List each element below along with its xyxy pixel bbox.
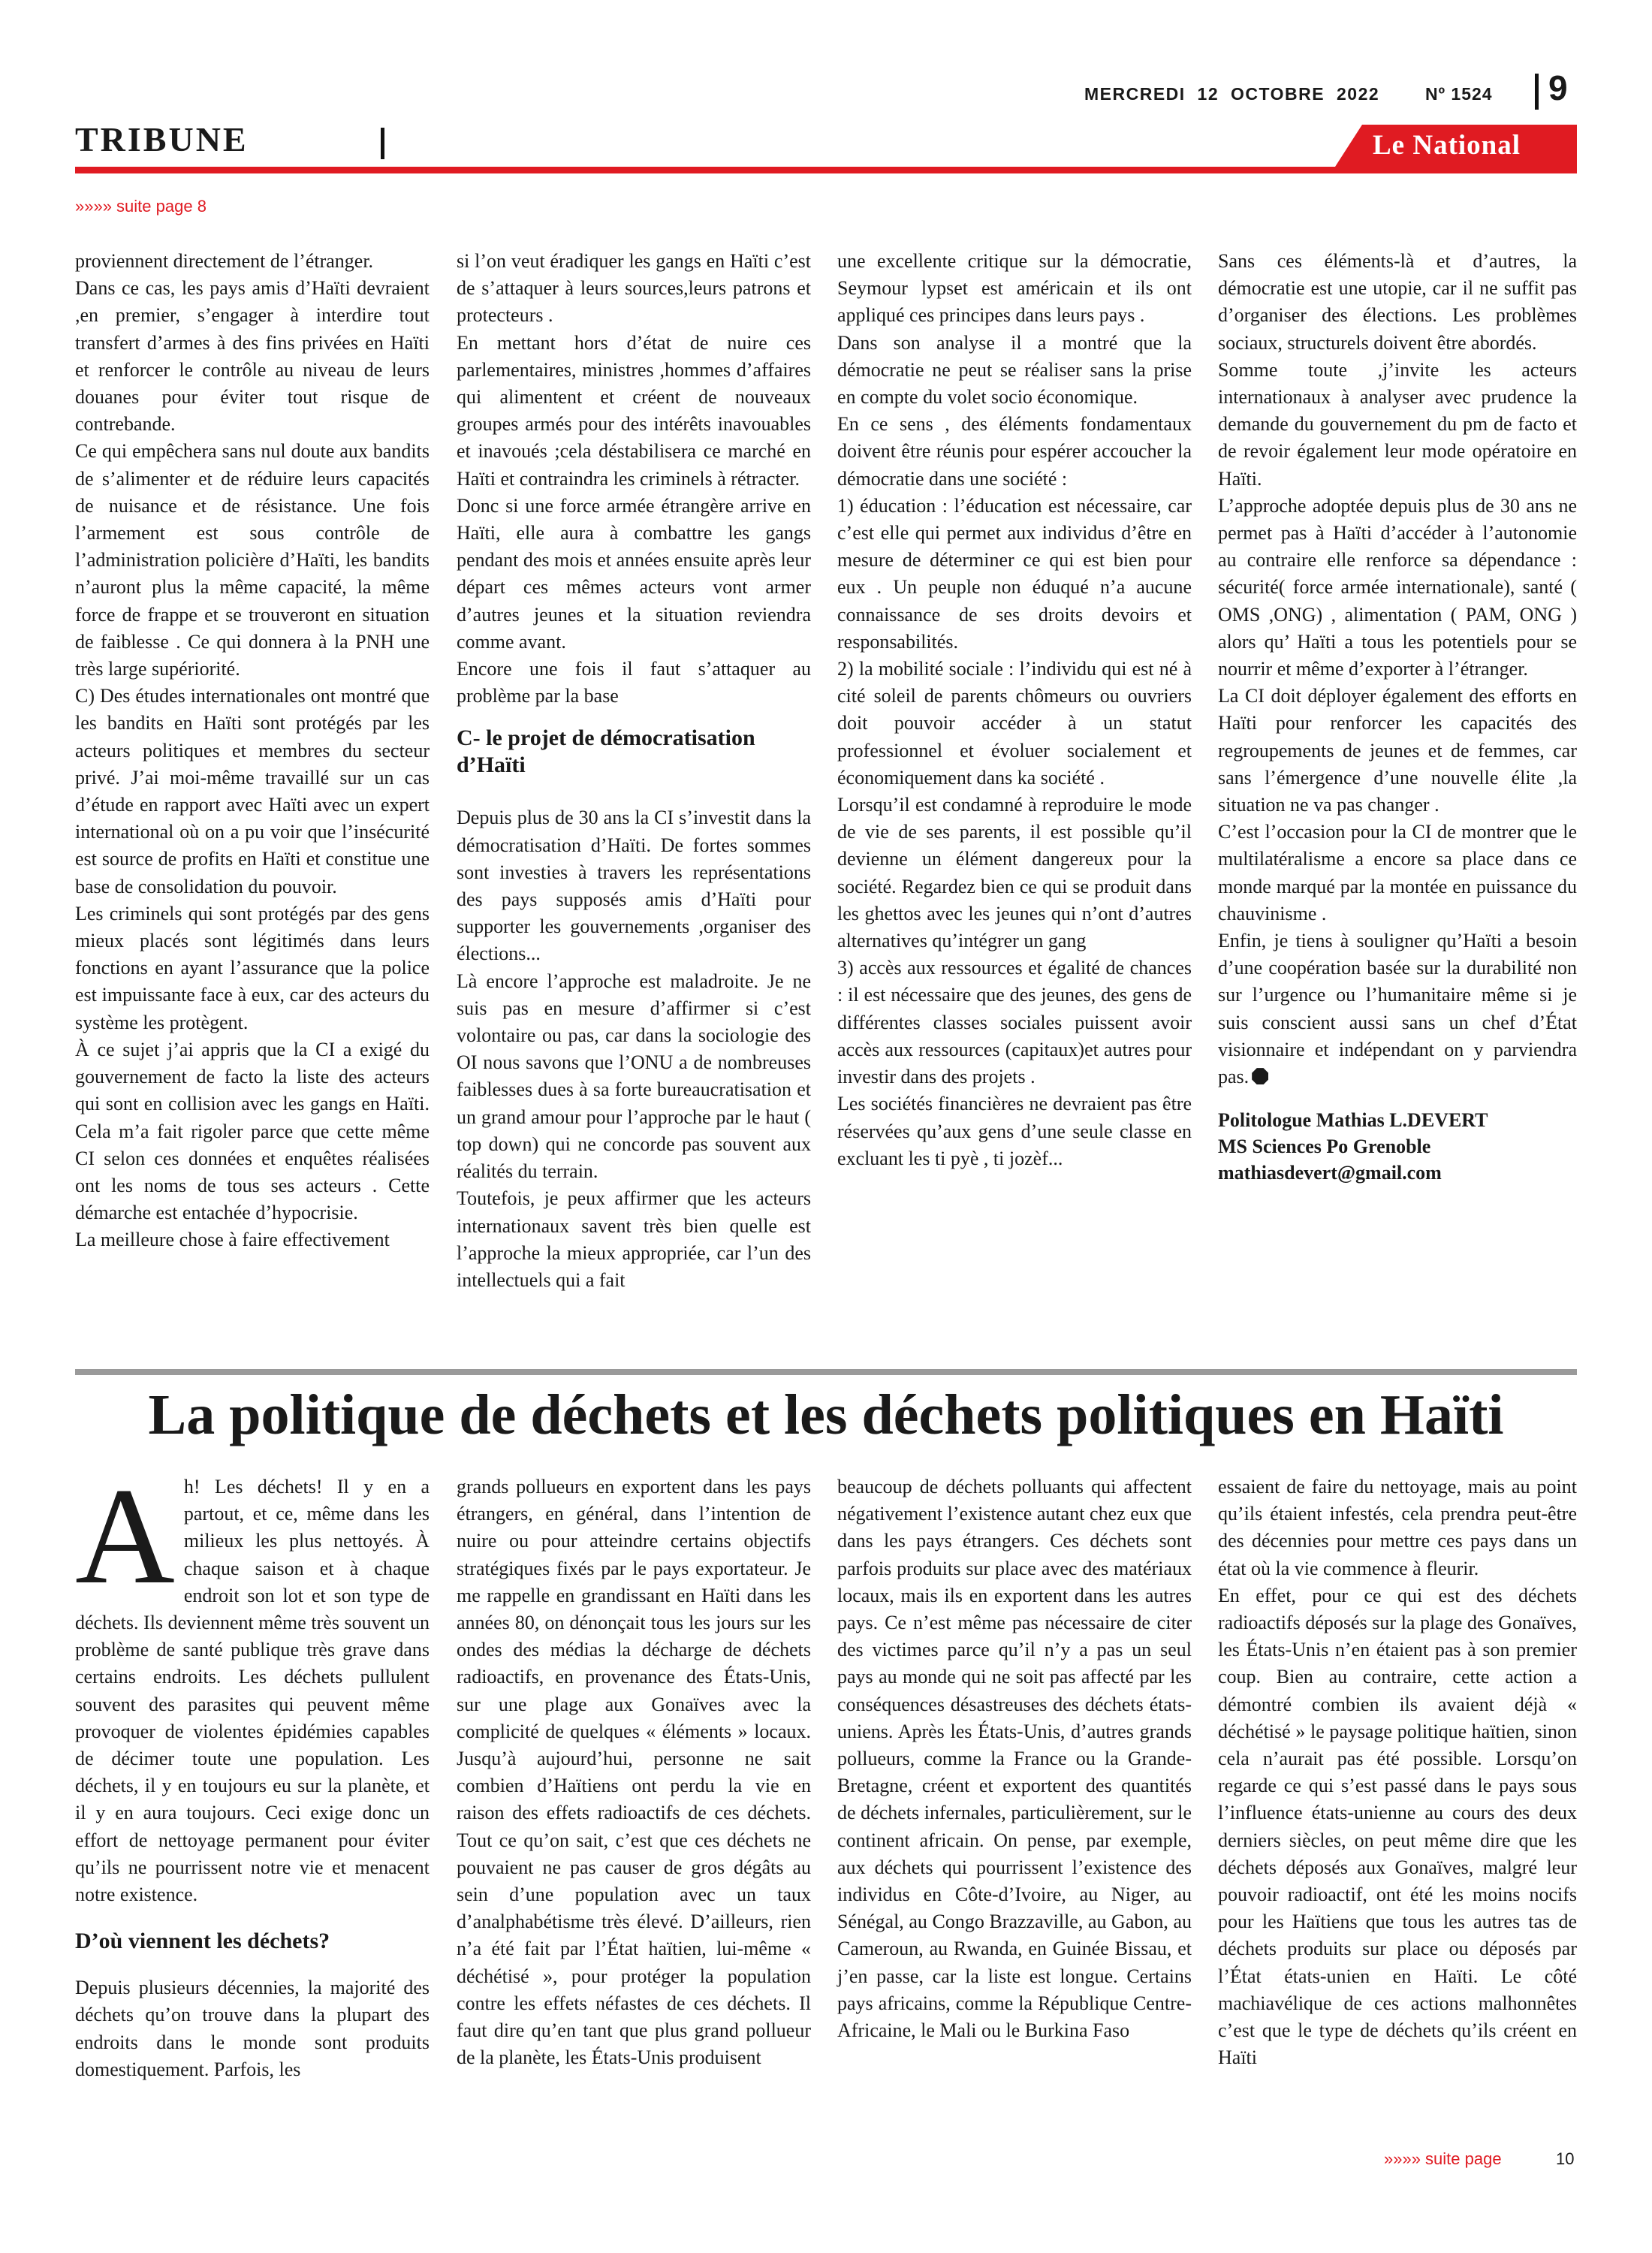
- paragraph: Lorsqu’il est condamné à reproduire le mode de vie de ses parents, il est possible qu’il devienne un élément dangereux pour la société. Regardez bien ce qui se produit dans les ghettos avec les jeunes qui n’ont d’autres alternatives qu’intégrer un gang: [837, 794, 1192, 952]
- paragraph-text: h! Les déchets! Il y en a partout, et ce, même dans les milieux les plus nettoyés. À chaque saison et à chaque endroit son lot et son type de déchets. Ils deviennent même très souvent un problème de santé publique très grave dans certains endroits. Les déchets pullulent souvent des parasites qui peuvent même provoquer de violentes épidémies capables de décimer toute une population. Les déchets, il y en toujours eu sur la planète, et il y en aura toujours. Ceci exige donc un effort de nettoyage permanent pour éviter qu’ils ne pourrissent notre vie et menacent notre existence.: [75, 1476, 430, 1906]
- page-number: 9: [1548, 68, 1568, 107]
- continued-to-link[interactable]: »»»» suite page: [1384, 2149, 1502, 2168]
- continued-from-link[interactable]: »»»» suite page 8: [75, 197, 206, 216]
- paragraph: Dans ce cas, les pays amis d’Haïti devraient ,en premier, s’engager à interdire tout transfert d’armes à des fins privées en Haïti et renforcer le contrôle au niveau de leurs douanes pour éviter tout risque de contrebande.: [75, 277, 430, 436]
- article2-column-3: [837, 1473, 1192, 2044]
- continued-to-page-number[interactable]: 10: [1556, 2149, 1575, 2168]
- paragraph: L’approche adoptée depuis plus de 30 ans ne permet pas à Haïti d’accéder à l’autonomie au contraire elle renforce sa dépendance : sécurité( force armée internationale), santé ( OMS ,ONG) , alimentation ( PAM, ONG ) alors qu’ Haïti a tous les potentiels pour se nourrir et même d’exporter à l’étranger.: [1218, 494, 1577, 680]
- paragraph: La CI doit déployer également des efforts en Haïti pour renforcer les capacités des regroupements de jeunes et de femmes, car sans l’émergence d’une nouvelle élite ,la situation ne va pas changer .: [1218, 685, 1577, 816]
- paragraph: À ce sujet j’ai appris que la CI a exigé du gouvernement de facto la liste des acteurs qui sont en collision avec les gangs en Haïti. Cela m’a fait rigoler parce que cette même CI selon ces données et enquêtes réalisées ont les noms de tous ses acteurs . Cette démarche est entachée d’hypocrisie.: [75, 1038, 430, 1224]
- paragraph: une excellente critique sur la démocratie, Seymour lypset est américain et ils ont appliqué ces principes dans leurs pays .: [837, 250, 1192, 327]
- paragraph: En ce sens , des éléments fondamentaux doivent être réunis pour espérer accoucher la démocratie dans une société :: [837, 413, 1192, 490]
- paragraph: 1) éducation : l’éducation est nécessaire, car c’est elle qui permet aux individus d’être en mesure de déterminer ce qui est bien pour eux . Un peuple non éduqué n’a aucune connaissance de ses droits devoirs et responsabilités.: [837, 494, 1192, 653]
- paragraph: En mettant hors d’état de nuire ces parlementaires, ministres ,hommes d’affaires qui alimentent et créent de nouveaux groupes armés pour des intérêts inavouables et inavoués ;cela déstabilisera ce marché en Haïti et contraindra les criminels à rétracter.: [457, 331, 811, 490]
- issue-date: MERCREDI 12 OCTOBRE 2022: [1084, 84, 1380, 104]
- article2-column-2: [457, 1473, 811, 2071]
- end-mark-icon: [1252, 1068, 1268, 1084]
- author-name: Politologue Mathias L.DEVERT: [1218, 1109, 1488, 1132]
- section-separator: [381, 128, 384, 159]
- section-label: TRIBUNE: [75, 120, 249, 158]
- article1-column-2: [457, 248, 811, 1294]
- paragraph: [1218, 927, 1577, 1090]
- article2-headline: La politique de déchets et les déchets politiques en Haïti: [148, 1383, 1504, 1446]
- issue-number: Nº 1524: [1425, 84, 1493, 104]
- paragraph: Toutefois, je peux affirmer que les acteurs internationaux savent très bien quelle est l’approche la mieux appropriée, car l’un des intellectuels qui a fait: [457, 1187, 811, 1291]
- article2-column-4: [1218, 1473, 1577, 2071]
- article1-subheading: C- le projet de démocratisation d’Haïti: [457, 725, 755, 778]
- brand-name: Le National: [1373, 130, 1521, 161]
- paragraph: 3) accès aux ressources et égalité de chances : il est nécessaire que des jeunes, des gens de différentes classes sociales puissent avoir accès aux ressources (capitaux)et autres pour investir dans des projets .: [837, 957, 1192, 1088]
- author-email[interactable]: mathiasdevert@gmail.com: [1218, 1162, 1442, 1184]
- header-separator: [1535, 74, 1539, 110]
- article1-column-4: [1218, 248, 1577, 1186]
- article1-column-1: [75, 248, 430, 1254]
- author-signature: [1218, 1107, 1577, 1186]
- paragraph: proviennent directement de l’étranger.: [75, 250, 374, 272]
- paragraph: Les criminels qui sont protégés par des gens mieux placés sont légitimés dans leurs fonctions en ayant l’assurance que la police est impuissante face à eux, car des acteurs du système les protègent.: [75, 902, 430, 1033]
- paragraph: Là encore l’approche est maladroite. Je ne suis pas en mesure d’affirmer si c’est volontaire ou pas, car dans la sociologie des OI nous savons que l’ONU a de nombreuses faiblesses dues à sa forte bureaucratisation et un grand amour pour l’approche par le haut ( top down) qui ne concorde pas souvent aux réalités du terrain.: [457, 970, 811, 1183]
- article2-subheading: D’où viennent les déchets?: [75, 1929, 330, 1954]
- paragraph: C) Des études internationales ont montré que les bandits en Haïti sont protégés par les acteurs politiques et membres du secteur privé. J’ai moi-même travaillé sur un cas d’étude en rapport avec Haïti avec un expert international où on a pu voir que l’insécurité est source de profits en Haïti et constitue une base de consolidation du pouvoir.: [75, 685, 430, 897]
- header-rule: [75, 167, 1577, 173]
- paragraph-text: Enfin, je tiens à souligner qu’Haïti a besoin d’une coopération basée sur la durabilité non sur l’urgence ou l’humanitaire même si je suis conscient aussi sans un chef d’État visionnaire et indépendant on y parviendra pas.: [1218, 930, 1577, 1088]
- drop-cap: A: [75, 1459, 175, 1612]
- paragraph: [75, 1459, 430, 1908]
- paragraph: si l’on veut éradiquer les gangs en Haïti c’est de s’attaquer à leurs sources,leurs patrons et protecteurs .: [457, 250, 811, 327]
- paragraph: Donc si une force armée étrangère arrive en Haïti, elle aura à combattre les gangs pendant des mois et années ensuite après leur départ ces mêmes acteurs vont armer d’autres jeunes et la situation reviendra comme avant.: [457, 494, 811, 653]
- paragraph: Les sociétés financières ne devraient pas être réservées qu’aux gens d’une seule classe en excluant les ti pyè , ti jozèf...: [837, 1093, 1192, 1169]
- article-divider: [75, 1369, 1577, 1375]
- paragraph: Dans son analyse il a montré que la démocratie ne peut se réaliser sans la prise en compte du volet socio économique.: [837, 331, 1192, 409]
- author-credentials: MS Sciences Po Grenoble: [1218, 1136, 1431, 1158]
- paragraph: grands pollueurs en exportent dans les pays étrangers, en général, dans l’intention de nuire ou pour atteindre certains objectifs stratégiques fixés par le pays exportateur. Je me rappelle en grandissant en Haïti dans les années 80, on dénonçait tous les jours sur les ondes des médias la décharge de déchets radioactifs, en provenance des États-Unis, sur une plage aux Gonaïves avec la complicité de quelques « éléments » locaux. Jusqu’à aujourd’hui, personne ne sait combien d’Haïtiens ont perdu la vie en raison des effets radioactifs de ces déchets. Tout ce qu’on sait, c’est que ces déchets ne pouvaient ne pas causer de gros dégâts au sein d’une population avec un taux d’analphabétisme très élevé. D’ailleurs, rien n’a été fait par l’État haïtien, lui-même « déchétisé », pour protéger la population contre les effets néfastes de ces déchets. Il faut dire qu’en tant que plus grand pollueur de la planète, les États-Unis produisent: [457, 1476, 811, 2069]
- article2-column-1: [75, 1459, 430, 2083]
- paragraph: Sans ces éléments-là et d’autres, la démocratie est une utopie, car il ne suffit pas d’organiser des élections. Les problèmes sociaux, structurels doivent être abordés.: [1218, 250, 1577, 354]
- paragraph: Ce qui empêchera sans nul doute aux bandits de s’alimenter et de réduire leurs capacités de nuisance et de résistance. Une fois l’armement est sous contrôle de l’administration policière d’Haïti, les bandits n’auront plus la même capacité, la même force de frappe et se trouveront en situation de faiblesse . Ce qui donnera à la PNH une très large supériorité.: [75, 440, 430, 680]
- paragraph: Depuis plusieurs décennies, la majorité des déchets qu’on trouve dans la plupart des endroits dans le monde sont produits domestiquement. Parfois, les: [75, 1977, 430, 2080]
- paragraph: 2) la mobilité sociale : l’individu qui est né à cité soleil de parents chômeurs ou ouvriers doit pouvoir accéder à un statut professionnel et évoluer socialement et économiquement dans ka société .: [837, 658, 1192, 789]
- paragraph: essaient de faire du nettoyage, mais au point qu’ils étaient infestés, cela prendra peut-être des décennies pour mettre ces pays dans un état où la vie commence à fleurir.: [1218, 1476, 1577, 1579]
- paragraph: Encore une fois il faut s’attaquer au problème par la base: [457, 658, 811, 707]
- paragraph: La meilleure chose à faire effectivement: [75, 1229, 390, 1251]
- paragraph: beaucoup de déchets polluants qui affectent négativement l’existence autant chez eux que dans les pays étrangers. Ces déchets sont parfois produits sur place avec des matériaux locaux, mais ils en exportent dans les autres pays. Ce n’est même pas nécessaire de citer des victimes parce qu’il n’y a pas un seul pays au monde qui ne soit pas affecté par les conséquences désastreuses des déchets états-uniens. Après les États-Unis, d’autres grands pollueurs, comme la France ou la Grande-Bretagne, créent et exportent des quantités de déchets infernales, particulièrement, sur le continent africain. On pense, par exemple, aux déchets qui pourrissent l’existence des individus en Côte-d’Ivoire, au Niger, au Sénégal, au Congo Brazzaville, au Gabon, au Cameroun, au Rwanda, en Guinée Bissau, et j’en passe, car la liste est longue. Certains pays africains, comme la République Centre-Africaine, le Mali ou le Burkina Faso: [837, 1476, 1192, 2042]
- paragraph: C’est l’occasion pour la CI de montrer que le multilatéralisme a encore sa place dans ce monde marqué par la montée en puissance du chauvinisme .: [1218, 821, 1577, 924]
- article1-column-3: [837, 248, 1192, 1172]
- paragraph: En effet, pour ce qui est des déchets radioactifs déposés sur la plage des Gonaïves, les États-Unis n’en étaient pas à son premier coup. Bien au contraire, cette action a démontré combien ils avaient déjà « déchétisé » le paysage politique haïtien, sinon cela n’aurait pas été possible. Lorsqu’on regarde ce qui s’est passé dans le pays sous l’influence états-unienne au cours des deux derniers siècles, on peut même dire que les déchets déposés aux Gonaïves, malgré leur pouvoir radioactif, ont été les moins nocifs pour les Haïtiens que tous les autres tas de déchets produits sur place ou déposés par l’État états-unien en Haïti. Le côté machiavélique de ces actions malhonnêtes c’est que le type de déchets qu’ils créent en Haïti: [1218, 1584, 1577, 2069]
- paragraph: Depuis plus de 30 ans la CI s’investit dans la démocratisation d’Haïti. De fortes sommes sont investies à travers les représentations des pays supposés amis d’Haïti pour supporter les gouvernements ,organiser des élections...: [457, 807, 811, 965]
- paragraph: Somme toute ,j’invite les acteurs internationaux à analyser avec prudence la demande du gouvernement du pm de facto et de revoir également leur mode opératoire en Haïti.: [1218, 358, 1577, 490]
